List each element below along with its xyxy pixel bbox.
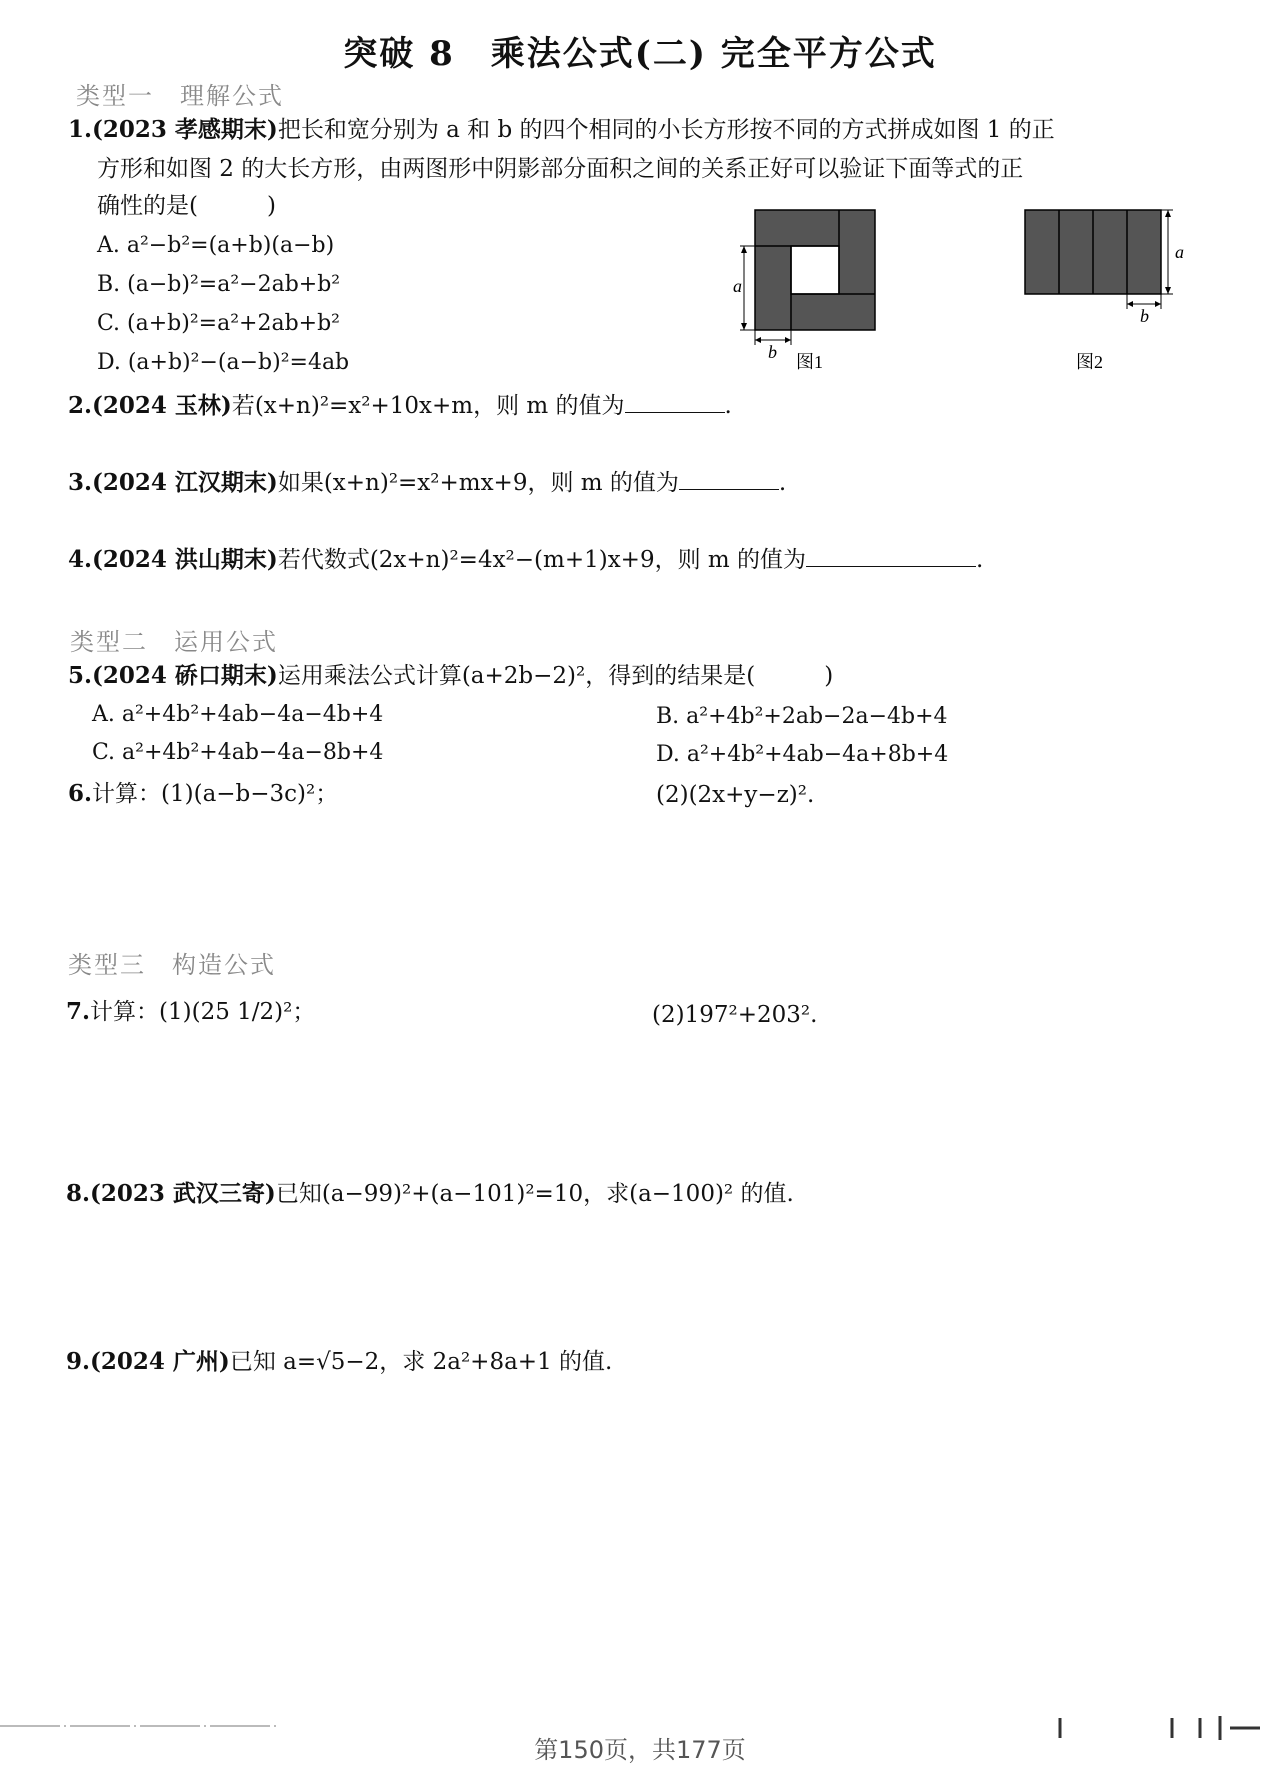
q1-text-line3: 确性的是( ) [97, 193, 276, 219]
question-8 [66, 1180, 794, 1209]
fig2-label-a: a [1175, 242, 1184, 262]
q8-number: 8. [66, 1180, 91, 1207]
question-6 [68, 780, 338, 809]
question-2 [68, 390, 732, 421]
q3-end: . [778, 470, 787, 496]
q5-option-c: C. a²+4b²+4ab−4a−8b+4 [92, 740, 384, 765]
q1-option-c: C. (a+b)²=a²+2ab+b² [97, 311, 340, 336]
q4-end: . [976, 547, 984, 573]
section-heading-type2: 类型二 运用公式 [70, 628, 278, 656]
page-footer: 第150页，共177页 [534, 1736, 746, 1764]
fig1-caption: 图1 [796, 352, 823, 372]
q2-source: (2024 玉林) [92, 392, 232, 419]
question-5 [68, 662, 833, 691]
fig2-caption: 图2 [1076, 352, 1103, 372]
question-7 [66, 998, 315, 1027]
q3-number: 3. [68, 469, 93, 496]
q3-answer-blank[interactable] [679, 467, 779, 490]
q9-source: (2024 广州) [90, 1348, 230, 1375]
q8-source: (2023 武汉三寄) [90, 1180, 276, 1207]
figure-2 [1010, 200, 1210, 390]
q1-source: (2023 孝感期末) [92, 116, 278, 143]
q2-text: 若(x+n)²=x²+10x+m，则 m 的值为 [231, 393, 625, 419]
question-3 [68, 467, 786, 498]
q5-option-a: A. a²+4b²+4ab−4a−4b+4 [92, 702, 384, 727]
section-heading-type3: 类型三 构造公式 [68, 951, 276, 979]
q4-text: 若代数式(2x+n)²=4x²−(m+1)x+9，则 m 的值为 [277, 547, 807, 573]
q5-text: 运用乘法公式计算(a+2b−2)²，得到的结果是( ) [277, 663, 834, 689]
q6-number: 6. [68, 780, 93, 807]
page-title: 突破 8 乘法公式(二) 完全平方公式 [343, 34, 937, 74]
q1-number: 1. [68, 116, 93, 143]
q4-number: 4. [68, 546, 93, 573]
fig1-label-a: a [733, 276, 742, 296]
q3-text: 如果(x+n)²=x²+mx+9，则 m 的值为 [277, 470, 679, 496]
q5-option-b: B. a²+4b²+2ab−2a−4b+4 [656, 704, 948, 729]
figure-1 [730, 200, 910, 390]
fig1-inner-hole [791, 246, 839, 294]
q4-answer-blank[interactable] [806, 544, 976, 567]
q5-source: (2024 硚口期末) [92, 662, 278, 689]
q1-option-d: D. (a+b)²−(a−b)²=4ab [97, 350, 350, 375]
q6-part2: (2)(2x+y−z)². [656, 782, 815, 808]
q2-number: 2. [68, 392, 93, 419]
question-1-line1 [68, 116, 1055, 145]
q7-part2: (2)197²+203². [652, 1002, 818, 1028]
question-4 [68, 544, 983, 575]
q5-option-d: D. a²+4b²+4ab−4a+8b+4 [656, 742, 949, 767]
q1-text-line2: 方形和如图 2 的大长方形，由两图形中阴影部分面积之间的关系正好可以验证下面等式的正 [97, 156, 1024, 182]
q4-source: (2024 洪山期末) [92, 546, 278, 573]
fig2-label-b: b [1140, 306, 1149, 326]
q1-text-line1: 把长和宽分别为 a 和 b 的四个相同的小长方形按不同的方式拼成如图 1 的正 [277, 117, 1055, 143]
q1-option-b: B. (a−b)²=a²−2ab+b² [97, 272, 341, 297]
q6-part1: 计算：(1)(a−b−3c)²； [92, 781, 339, 807]
q5-number: 5. [68, 662, 93, 689]
section-heading-type1: 类型一 理解公式 [76, 82, 284, 110]
question-9 [66, 1348, 612, 1377]
q7-number: 7. [66, 998, 91, 1025]
q2-end: . [724, 393, 732, 419]
q3-source: (2024 江汉期末) [92, 469, 278, 496]
q9-text: 已知 a=√5−2，求 2a²+8a+1 的值. [229, 1349, 613, 1375]
q8-text: 已知(a−99)²+(a−101)²=10，求(a−100)² 的值. [275, 1181, 794, 1207]
q7-part1: 计算：(1)(25 1/2)²； [90, 999, 316, 1025]
q1-option-a: A. a²−b²=(a+b)(a−b) [97, 233, 335, 258]
fig1-label-b: b [768, 342, 777, 362]
q9-number: 9. [66, 1348, 91, 1375]
q2-answer-blank[interactable] [625, 390, 725, 413]
